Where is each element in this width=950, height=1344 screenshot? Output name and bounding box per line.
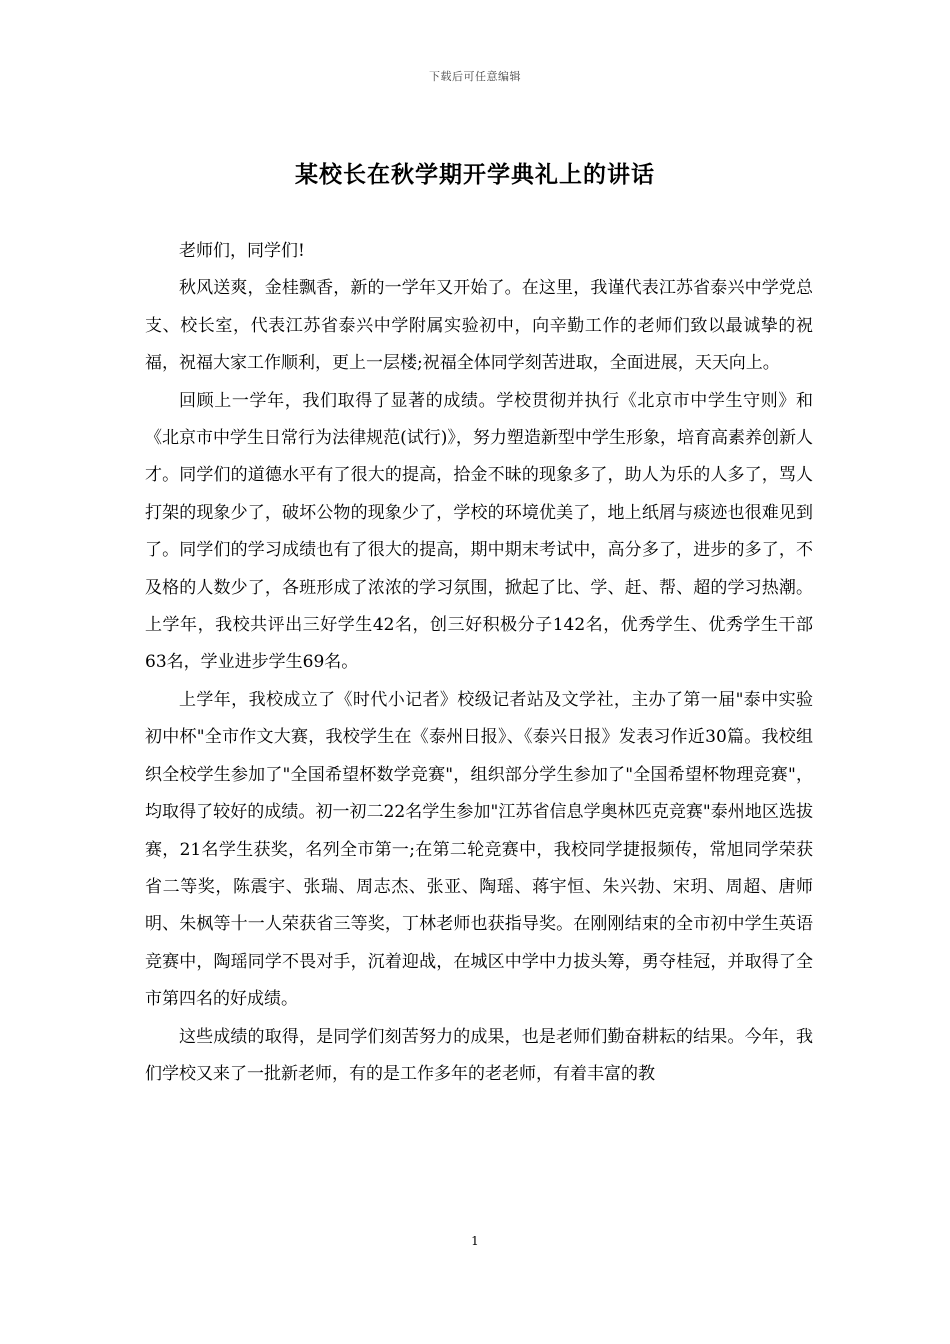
paragraph: 秋风送爽，金桂飘香，新的一学年又开始了。在这里，我谨代表江苏省泰兴中学党总支、校长室，代表江苏省泰兴中学附属实验初中，向辛勤工作的老师们致以最诚挚的祝福，祝福大家工作顺利，更上一层楼;祝福全体同学刻苦进取，全面进展，天天向上。 [145,278,813,374]
paragraph: 上学年，我校成立了《时代小记者》校级记者站及文学社，主办了第一届"泰中实验初中杯"全市作文大赛，我校学生在《泰州日报》、《泰兴日报》发表习作近30篇。我校组织全校学生参加了"全国希望杯数学竞赛"，组织部分学生参加了"全国希望杯物理竞赛"，均取得了较好的成绩。初一初二22名学生参加"江苏省信息学奥林匹克竞赛"泰州地区选拔赛，21名学生获奖，名列全市第一;在第二轮竞赛中，我校同学捷报频传，常旭同学荣获省二等奖，陈震宇、张瑞、周志杰、张亚、陶瑶、蒋宇恒、朱兴勃、宋玥、周超、唐师明、朱枫等十一人荣获省三等奖，丁林老师也获指导奖。在刚刚结束的全市初中学生英语竞赛中，陶瑶同学不畏对手，沉着迎战，在城区中学中力拔头筹，勇夺桂冠，并取得了全市第四名的好成绩。 [145,689,813,1010]
page-header: 下载后可任意编辑 [429,70,521,83]
document-title: 某校长在秋学期开学典礼上的讲话 [295,161,655,188]
page-number: 1 [471,1234,479,1248]
document-body [145,233,813,1093]
paragraph: 回顾上一学年，我们取得了显著的成绩。学校贯彻并执行《北京市中学生守则》和《北京市中学生日常行为法律规范(试行)》，努力塑造新型中学生形象，培育高素养创新人才。同学们的道德水平有了很大的提高，拾金不昧的现象多了，助人为乐的人多了，骂人打架的现象少了，破坏公物的现象少了，学校的环境优美了，地上纸屑与痰迹也很难见到了。同学们的学习成绩也有了很大的提高，期中期末考试中，高分多了，进步的多了，不及格的人数少了，各班形成了浓浓的学习氛围，掀起了比、学、赶、帮、超的学习热潮。上学年，我校共评出三好学生42名，创三好积极分子142名，优秀学生、优秀学生干部63名，学业进步学生69名。 [145,390,813,673]
paragraph-greeting: 老师们，同学们! [179,241,305,261]
paragraph: 这些成绩的取得，是同学们刻苦努力的成果，也是老师们勤奋耕耘的结果。今年，我们学校又来了一批新老师，有的是工作多年的老老师，有着丰富的教 [145,1026,813,1084]
